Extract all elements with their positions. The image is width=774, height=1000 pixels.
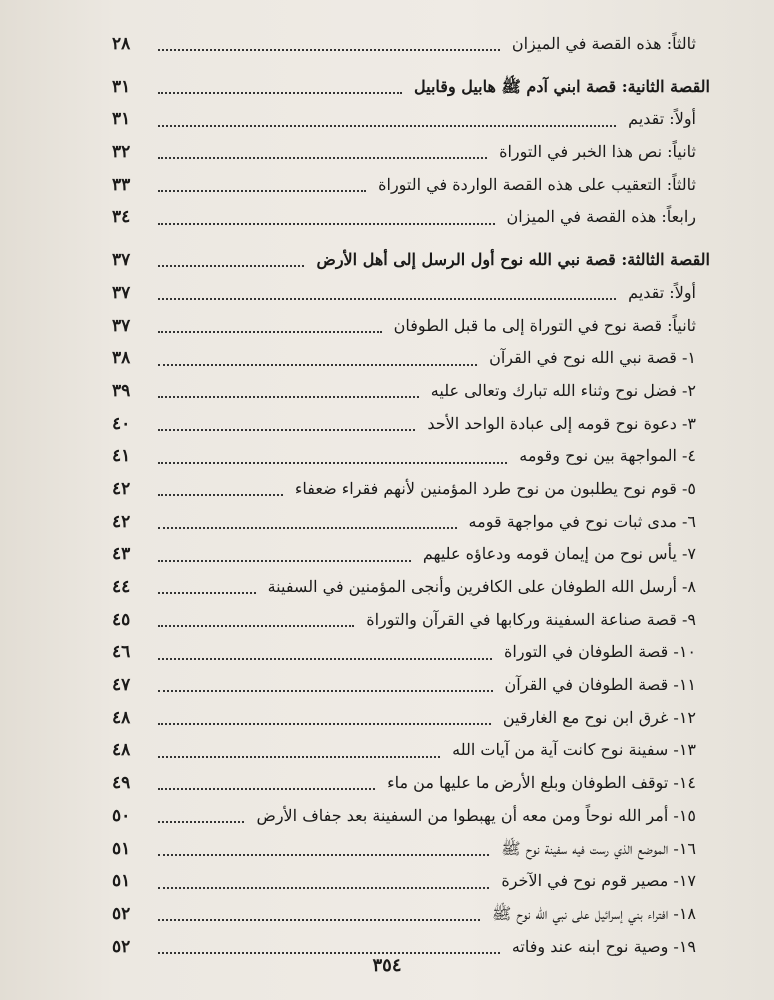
toc-entry-title: ١٠- قصة الطوفان في التوراة [504, 642, 696, 662]
dot-leader [158, 331, 382, 333]
toc-entry [112, 767, 710, 800]
dot-leader [158, 919, 480, 921]
toc-entry-title: ١٤- توقف الطوفان وبلع الأرض ما عليها من ماء [387, 773, 696, 793]
toc-entry-page: ٥٢ [112, 903, 131, 924]
toc-entry [112, 136, 710, 169]
toc-entry [112, 669, 710, 702]
toc-entry [112, 28, 710, 61]
dot-leader [158, 223, 495, 225]
dot-leader [158, 92, 402, 94]
toc-entry-page: ٣٨ [112, 348, 131, 369]
dot-leader [158, 190, 366, 192]
dot-leader [158, 854, 489, 856]
toc-entry-title: رابعاً: هذه القصة في الميزان [506, 207, 696, 227]
toc-entry-title: ثانياً: قصة نوح في التوراة إلى ما قبل الطوفان [393, 315, 696, 335]
toc-entry-page: ٤١ [112, 446, 131, 467]
dot-leader [158, 49, 500, 51]
toc-entry-page: ٥٢ [112, 936, 131, 957]
toc-entry-title: ٥- قوم نوح يطلبون من نوح طرد المؤمنين لأنهم فقراء ضعفاء [294, 478, 696, 498]
dot-leader [158, 756, 440, 758]
toc-entry [112, 898, 710, 931]
dot-leader [158, 157, 487, 159]
toc-entry-page: ٥١ [112, 871, 131, 892]
dot-leader [158, 364, 477, 366]
toc-entry-page: ٣١ [112, 109, 131, 130]
dot-leader [158, 527, 457, 529]
toc-entry-page: ٥١ [112, 838, 131, 859]
toc-entry [112, 571, 710, 604]
toc-entry [112, 636, 710, 669]
toc-entry [112, 800, 710, 833]
page-number: ٣٥٤ [372, 955, 402, 976]
toc-entry-title: ١٧- مصير قوم نوح في الآخرة [501, 871, 696, 891]
toc-entry [112, 375, 710, 408]
toc-entry [112, 201, 710, 234]
toc-entry-page: ٤٨ [112, 740, 131, 761]
dot-leader [158, 723, 491, 725]
toc-entry [112, 440, 710, 473]
toc-entry-title: ٨- أرسل الله الطوفان على الكافرين وأنجى المؤمنين في السفينة [267, 577, 696, 596]
dot-leader [158, 658, 492, 660]
dot-leader [158, 125, 616, 127]
toc-entry-title: ١- قصة نبي الله نوح في القرآن [489, 348, 696, 368]
toc-entry-title: ٤- المواجهة بين نوح وقومه [519, 446, 696, 466]
toc-entry-title: ٦- مدى ثبات نوح في مواجهة قومه [468, 511, 696, 531]
toc-entry [112, 310, 710, 343]
toc-entry-title: ١٦- الموضع الذي رست فيه سفينة نوح ﷺ [501, 838, 696, 858]
toc-entry-page: ٤٢ [112, 511, 131, 532]
toc-entry-page: ٤٨ [112, 707, 131, 728]
toc-entry [112, 702, 710, 735]
toc-section-entry [112, 244, 710, 277]
toc-entry-title: القصة الثانية: قصة ابني آدم ﷺ هابيل وقابيل [414, 76, 710, 96]
toc-entry [112, 408, 710, 441]
dot-leader [158, 788, 375, 790]
dot-leader [158, 690, 493, 692]
toc-entry [112, 277, 710, 310]
dot-leader [158, 887, 489, 889]
toc-entry-page: ٣٧ [112, 315, 131, 336]
dot-leader [158, 494, 283, 496]
dot-leader [158, 560, 411, 562]
dot-leader [158, 952, 500, 954]
toc-entry-page: ٤٦ [112, 642, 131, 663]
toc-entry-title: أولاً: تقديم [628, 109, 696, 129]
dot-leader [158, 821, 244, 823]
toc-entry [112, 169, 710, 202]
toc-entry-page: ٣١ [112, 76, 131, 97]
dot-leader [158, 265, 304, 267]
toc-entry-page: ٣٧ [112, 250, 131, 271]
dot-leader [158, 429, 415, 431]
dot-leader [158, 592, 256, 594]
toc-entry-page: ٤٣ [112, 544, 131, 565]
toc-entry-title: ٩- قصة صناعة السفينة وركابها في القرآن والتوراة [366, 609, 696, 629]
toc-entry-title: ثانياً: نص هذا الخبر في التوراة [499, 142, 696, 162]
dot-leader [158, 298, 616, 300]
toc-entry-page: ٣٧ [112, 282, 131, 303]
toc-entry-page: ٣٩ [112, 380, 131, 401]
dot-leader [158, 625, 354, 627]
toc-entry-page: ٣٣ [112, 174, 131, 195]
toc-entry-page: ٤٢ [112, 478, 131, 499]
toc-entry-page: ٤٥ [112, 609, 131, 630]
toc-entry-title: ثالثاً: هذه القصة في الميزان [511, 34, 696, 53]
toc-entry-title: ١٣- سفينة نوح كانت آية من آيات الله [452, 740, 696, 760]
toc-entry-title: ٧- يأس نوح من إيمان قومه ودعاؤه عليهم [422, 544, 696, 564]
toc-entry-page: ٣٢ [112, 142, 131, 163]
dot-leader [158, 396, 419, 398]
toc-entry-page: ٥٠ [112, 805, 131, 826]
toc-entry-page: ٤٩ [112, 773, 131, 794]
toc-entry [112, 506, 710, 539]
toc-entry [112, 865, 710, 898]
toc-entry-title: ١٢- غرق ابن نوح مع الغارقين [502, 707, 696, 727]
toc-entry-page: ٢٨ [112, 34, 131, 54]
toc-entry [112, 342, 710, 375]
toc-entry-title: القصة الثالثة: قصة نبي الله نوح أول الرسل إلى أهل الأرض [316, 250, 710, 270]
toc-entry-page: ٤٤ [112, 577, 131, 597]
toc-entry [112, 734, 710, 767]
toc-entry-title: ١٩- وصية نوح ابنه عند وفاته [511, 936, 696, 956]
toc-entry-title: ٣- دعوة نوح قومه إلى عبادة الواحد الأحد [427, 413, 696, 433]
toc-entry-title: ثالثاً: التعقيب على هذه القصة الواردة في التوراة [378, 174, 696, 194]
dot-leader [158, 462, 507, 464]
toc-entry [112, 473, 710, 506]
toc-entry-page: ٣٤ [112, 207, 131, 228]
toc-section-entry [112, 71, 710, 104]
toc-entry [112, 103, 710, 136]
toc-entry [112, 538, 710, 571]
toc-entry-title: ١٥- أمر الله نوحاً ومن معه أن يهبطوا من السفينة بعد جفاف الأرض [256, 805, 696, 825]
toc-entry [112, 604, 710, 637]
toc-entry-page: ٤٧ [112, 675, 131, 696]
table-of-contents [112, 28, 710, 963]
toc-entry-title: ١١- قصة الطوفان في القرآن [504, 675, 696, 695]
toc-entry-page: ٤٠ [112, 413, 131, 434]
toc-entry [112, 833, 710, 866]
toc-entry-title: ٢- فضل نوح وثناء الله تبارك وتعالى عليه [430, 380, 696, 400]
toc-entry-title: أولاً: تقديم [628, 282, 696, 302]
toc-entry-title: ١٨- افتراء بني إسرائيل على نبي الله نوح ﷺ [492, 903, 696, 923]
